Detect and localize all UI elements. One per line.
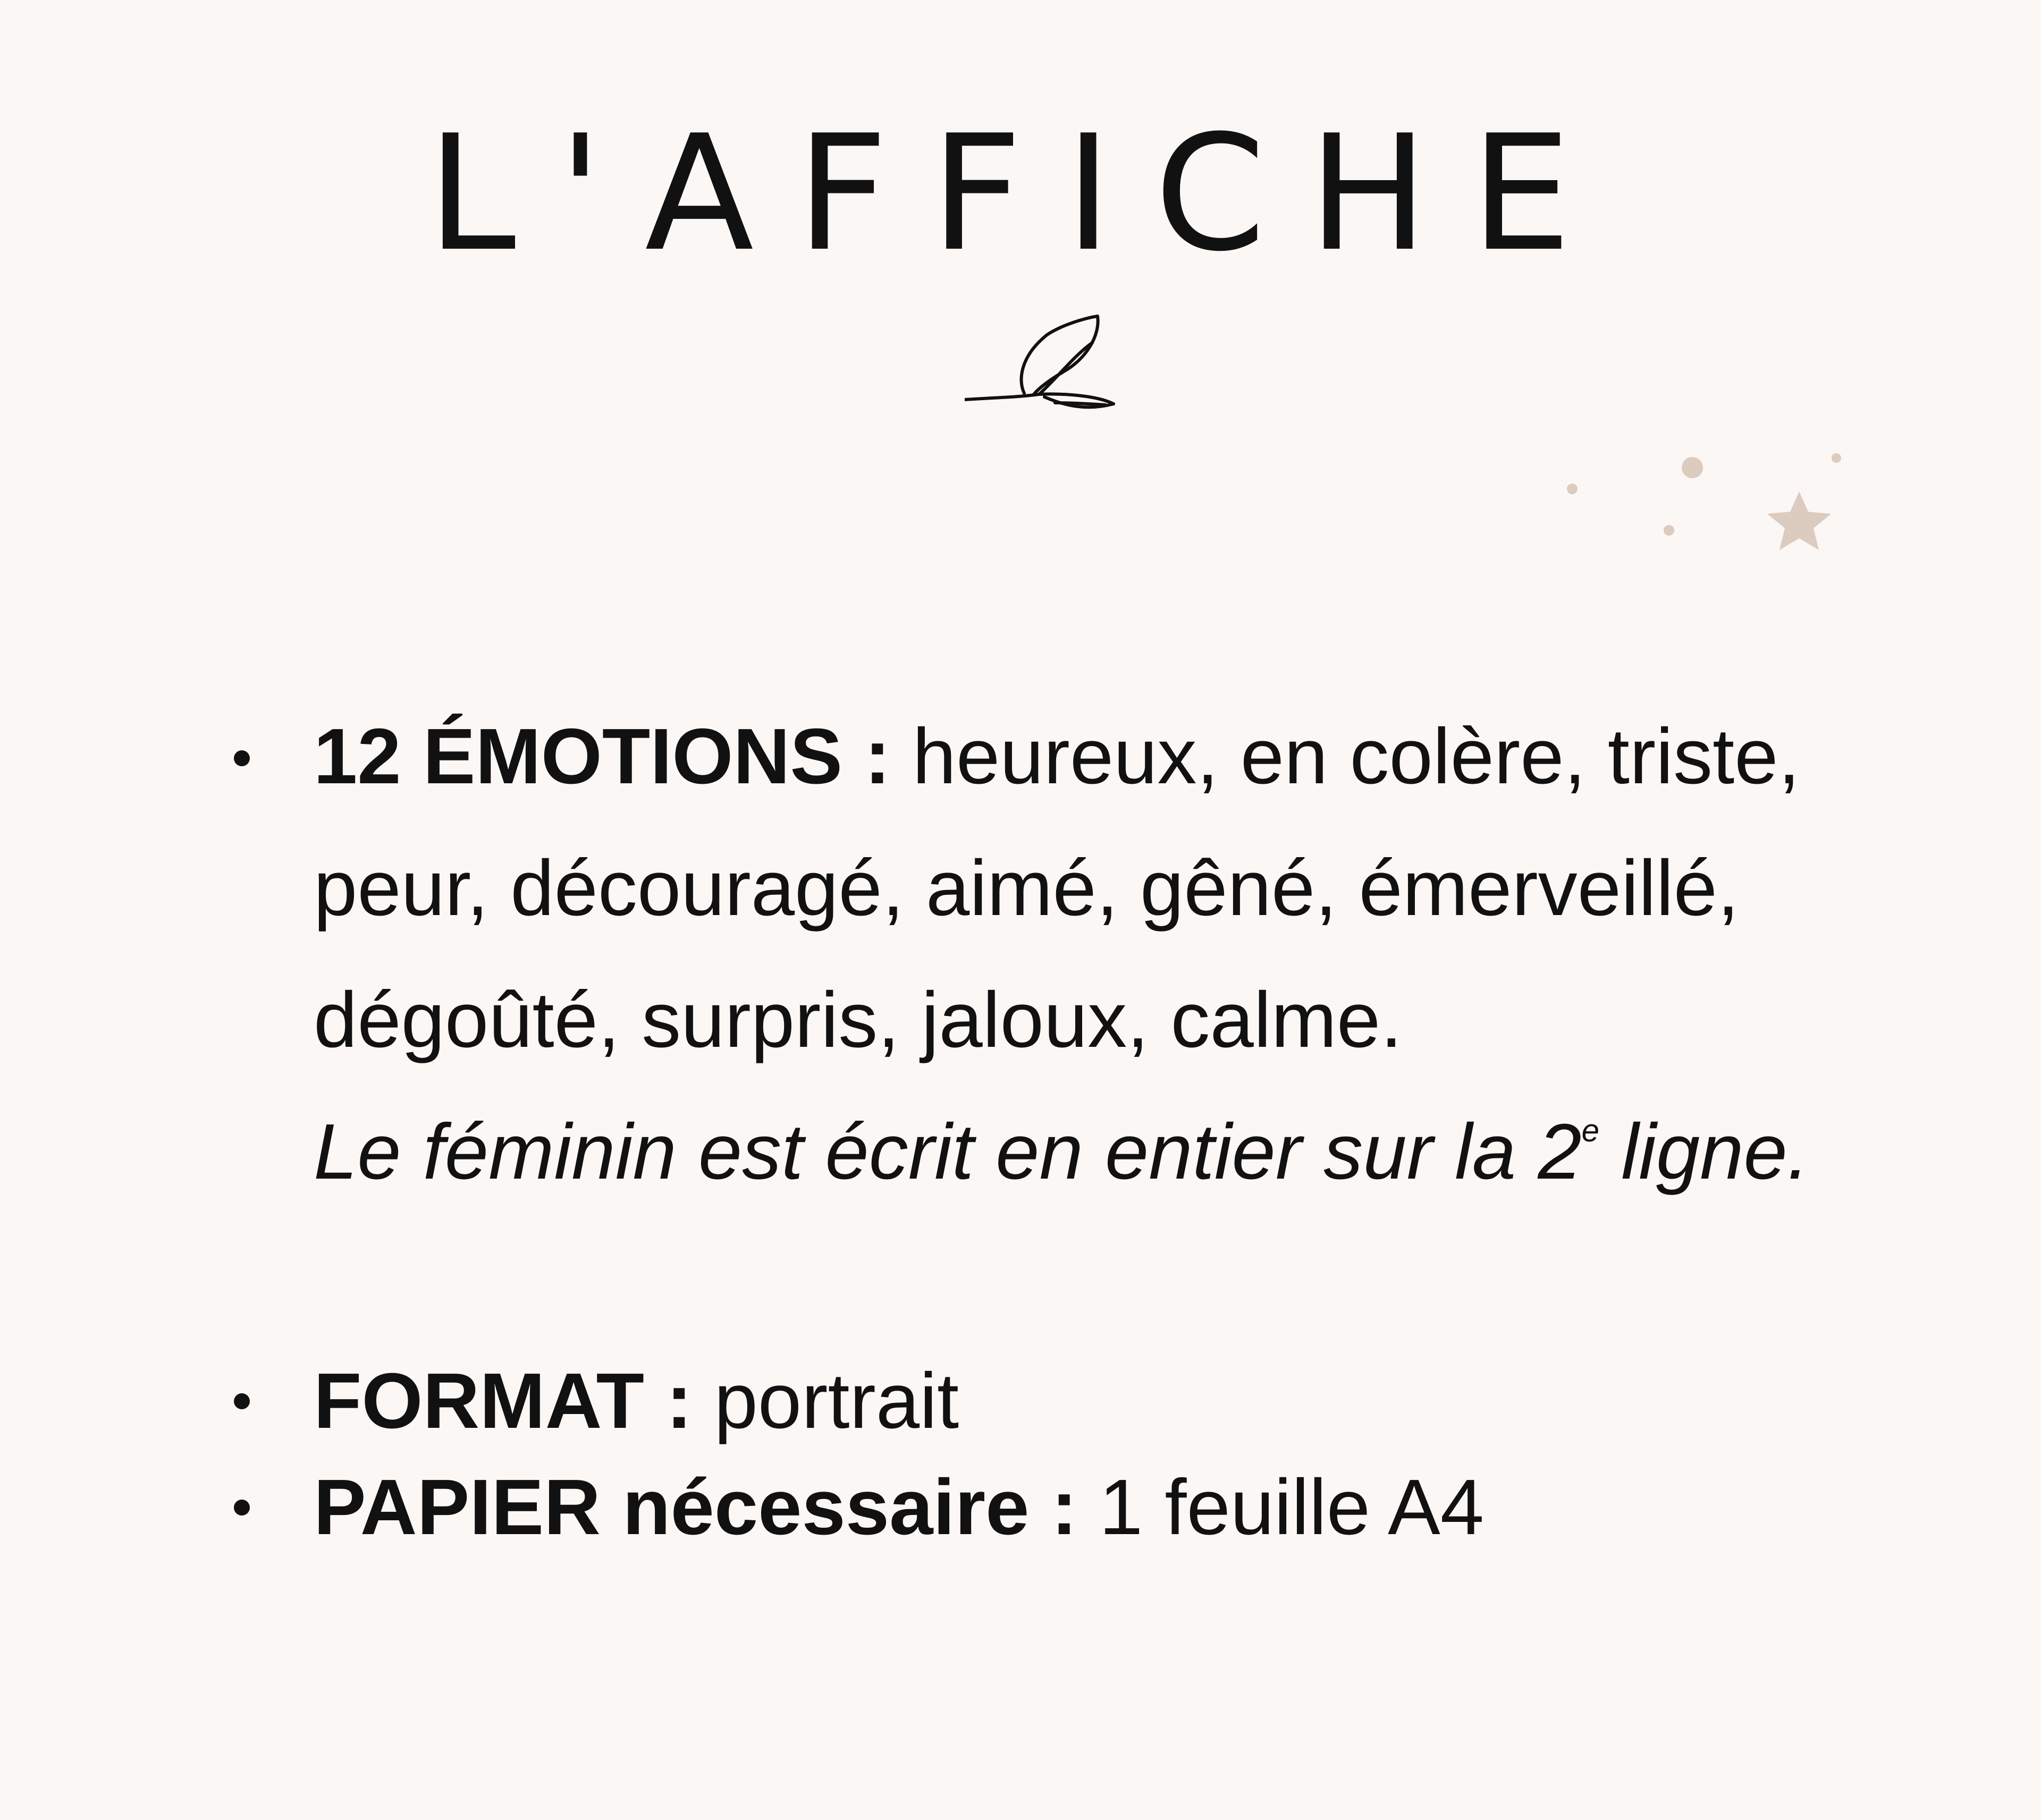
- format-label: FORMAT :: [314, 1357, 693, 1445]
- bullet-icon: [234, 1393, 250, 1409]
- feminine-note: Le féminin est écrit en entier sur la 2e ligne.: [314, 1108, 1809, 1196]
- paper-label: PAPIER nécessaire :: [314, 1463, 1077, 1551]
- leaf-sprig-icon: [965, 314, 1135, 420]
- emotions-value: heureux, en colère, triste, peur, découragé, aimé, gêné, émerveillé, dégoûté, surpris, jaloux, calme.: [314, 713, 1800, 1064]
- details-list: [314, 691, 1908, 1561]
- format-value: portrait: [714, 1357, 959, 1445]
- bullet-icon: [234, 1500, 250, 1516]
- list-item-emotions: [314, 691, 1908, 1218]
- list-item-format: [314, 1348, 1908, 1454]
- list-item-paper: [314, 1454, 1908, 1561]
- bullet-icon: [234, 750, 250, 766]
- star-sparkles-icon: [1541, 441, 1903, 574]
- page-title: L'AFFICHE: [427, 101, 1614, 286]
- paper-value: 1 feuille A4: [1099, 1463, 1485, 1551]
- emotions-label: 12 ÉMOTIONS :: [314, 713, 891, 800]
